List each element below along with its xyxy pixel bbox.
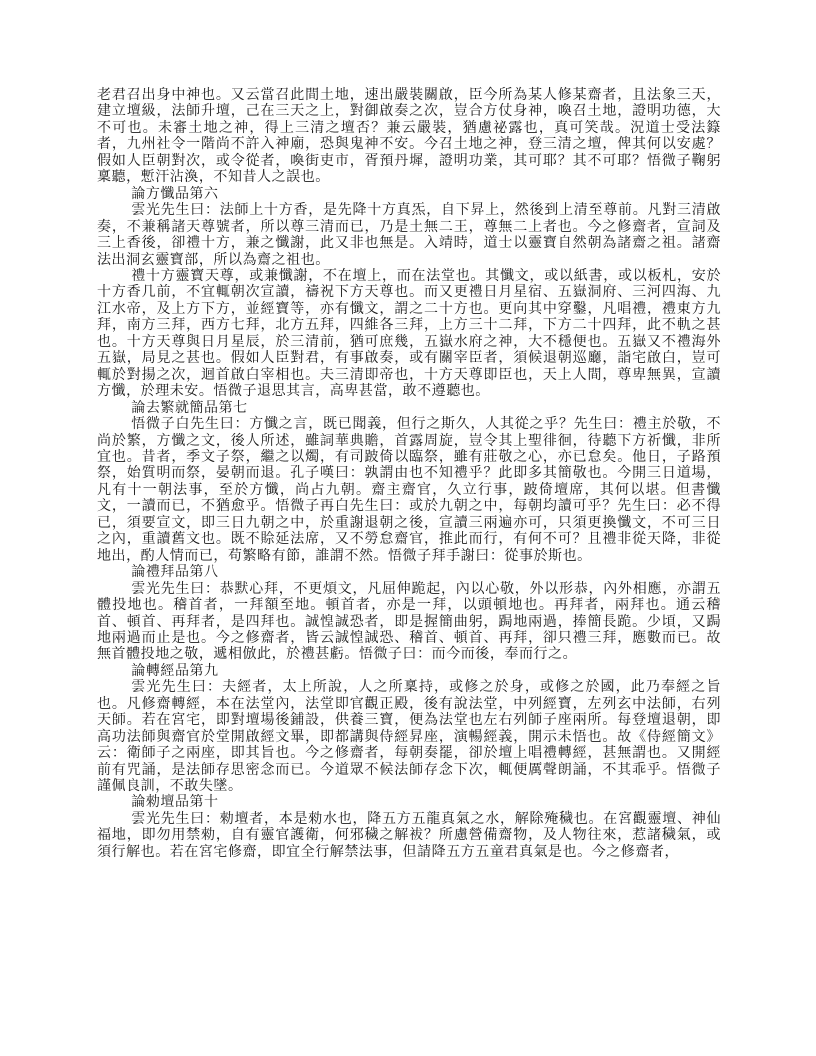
section-heading-pian-7: 論去繁就簡品第七	[131, 400, 248, 416]
body-paragraph: 悟微子白先生曰：方懺之言，既已聞義，但行之斯久，人其從之乎？先生曰：禮主於敬，不尚於繁，方懺之文，後人所述，雖詞華典贍，首露周旋，豈令其上聖徘徊，待聽下方祈懺，非所宜也。昔者，季文子祭，繼之以燭，有司跛倚以臨祭，雖有莊敬之心，亦已怠矣。他日，子路預祭，始質明而祭，晏朝而退。孔子嘆曰：孰謂由也不知禮乎？此即多其簡敬也。今開三日道場，凡有十一朝法事，至於方懺，尚占九朝。齋主齋官，久立行事，跛倚壇席，其何以堪。但書懺文，一讀而已，不猶愈乎。悟微子再白先生曰：或於九朝之中，每朝均讀可乎？先生曰：必不得已，須要宣文，即三日九朝之中，於重謝退朝之後，宣讀三兩遍亦可，只須更換懺文，不可三日之內，重讀舊文也。既不賒延法席，又不勞怠齋官，推此而行，有何不可？且禮非從天降，非從地出，酌人情而已，苟繁略有節，誰謂不然。悟微子拜手謝曰：從事於斯也。	[97, 417, 721, 564]
text-block	[97, 88, 721, 861]
body-paragraph: 雲光先生曰：勑壇者，本是勑水也，降五方五龍真氣之水，解除殗穢也。在宮觀靈壇、神仙福地，即勿用禁勑，自有靈官護衛，何邪穢之解袚？所慮營備齋物，及人物往來，惹諸穢氣，或須行解也。若在宮宅修齋，即宜全行解禁法事，但請降五方五童君真氣是也。今之修齋者，	[97, 811, 721, 860]
body-paragraph: 雲光先生曰：恭默心拜，不更煩文，凡屈伸跪起，內以心敬，外以形恭，內外相應，亦謂五體投地也。稽首者，一拜額至地。頓首者，亦是一拜，以頭頓地也。再拜者，兩拜也。通云稽首、頓首、再拜者，是四拜也。誠惶誠恐者，即是握簡曲躬，跼地兩過，捧簡長跪。少頃，又跼地兩過而止是也。今之修齋者，皆云誠惶誠恐、稽首、頓首、再拜，卻只禮三拜，應數而已。故無首體投地之敬，遞相倣此，於禮甚虧。悟微子曰：而今而後，奉而行之。	[97, 581, 721, 663]
body-paragraph: 雲光先生曰：夫經者，太上所說，人之所稟持，或修之於身，或修之於國，此乃奉經之旨也。凡修齋轉經，本在法堂內，法堂即官觀正殿，後有說法堂，中列經寶，左列玄中法師，右列天師。若在宮宅，即對壇場後鋪設，供養三寶，便為法堂也左右列師子座兩所。每登壇退朝，即高功法師與齋官於堂開啟經文畢，即都講與侍經昇座，演暢經義，開示未悟也。故《侍經簡文》云：衛師子之兩座，即其旨也。今之修齋者，每朝奏罷，卻於壇上唱禮轉經，甚無謂也。又開經前有咒誦，是法師存思密念而已。今道眾不候法師存念下次，輒便厲聲朗誦，不其乖乎。悟微子謹佩良訓，不敢失墜。	[97, 680, 721, 795]
body-paragraph: 雲光先生曰：法師上十方香，是先降十方真炁，自下昇上，然後到上清至尊前。凡對三清啟奏，不兼稱諸天尊號者，所以尊三清而已，乃是土無二王，尊無二上者也。今之修齋者，宣詞及三上香後，卻禮十方，兼之懺謝，此又非也無是。入靖時，道士以靈寶自然朝為諸齋之祖。諸齋法出洞玄靈寶部，所以為齋之祖也。	[97, 203, 721, 268]
section-heading-pian-6: 論方懺品第六	[131, 186, 219, 202]
continuation-paragraph: 老君召出身中神也。又云當召此間土地，速出嚴裝關啟，臣今所為某人修某齋者，且法象三天，建立壇級，法師升壇，己在三天之上，對御啟奏之次，豈合方仗身神，喚召土地，證明功德，大不可也。未審土地之神，得上三清之壇否？兼云嚴裝，猶慮祕露也，真可笑哉。況道士受法籙者，九州社令一階尚不許入神廟，恐與鬼神不安。今召土地之神，登三清之壇，俾其何以安處？假如人臣朝對次，或令從者，喚街吏市，胥預丹墀，證明功業，其可耶？其不可耶？悟微子鞠躬稟聽，慙汗沾渙，不知昔人之誤也。	[97, 88, 721, 186]
section-heading-pian-9: 論轉經品第九	[131, 663, 219, 679]
section-heading-pian-10: 論勑壇品第十	[131, 795, 219, 811]
section-heading-pian-8: 論禮拜品第八	[131, 565, 219, 581]
body-paragraph: 禮十方靈寶天尊，或兼懺謝，不在壇上，而在法堂也。其懺文，或以紙書，或以板札，安於十方香几前，不宜輒朝次宣讀，禱祝下方天尊也。而又更禮日月星宿、五嶽洞府、三河四海、九江水帝，及上方下方，並經寶等，亦有懺文，謂之二十方也。更向其中穿鑿，凡唱禮，禮東方九拜，南方三拜，西方七拜，北方五拜，四維各三拜，上方三十二拜，下方二十四拜，此不軌之甚也。十方天尊與日月星辰，於三清前，猶可庶幾，五嶽水府之神，大不穩便也。五嶽又不禮海外五嶽，局見之甚也。假如人臣對君，有事啟奏，或有關宰臣者，須候退朝巡廳，詣宅啟白，豈可輒於對揚之次，迴首啟白宰相也。夫三清即帝也，十方天尊即臣也，天上人間，尊卑無異，宣讀方懺，於理未安。悟微子退思其言，高卑甚當，敢不遵聽也。	[97, 268, 721, 400]
